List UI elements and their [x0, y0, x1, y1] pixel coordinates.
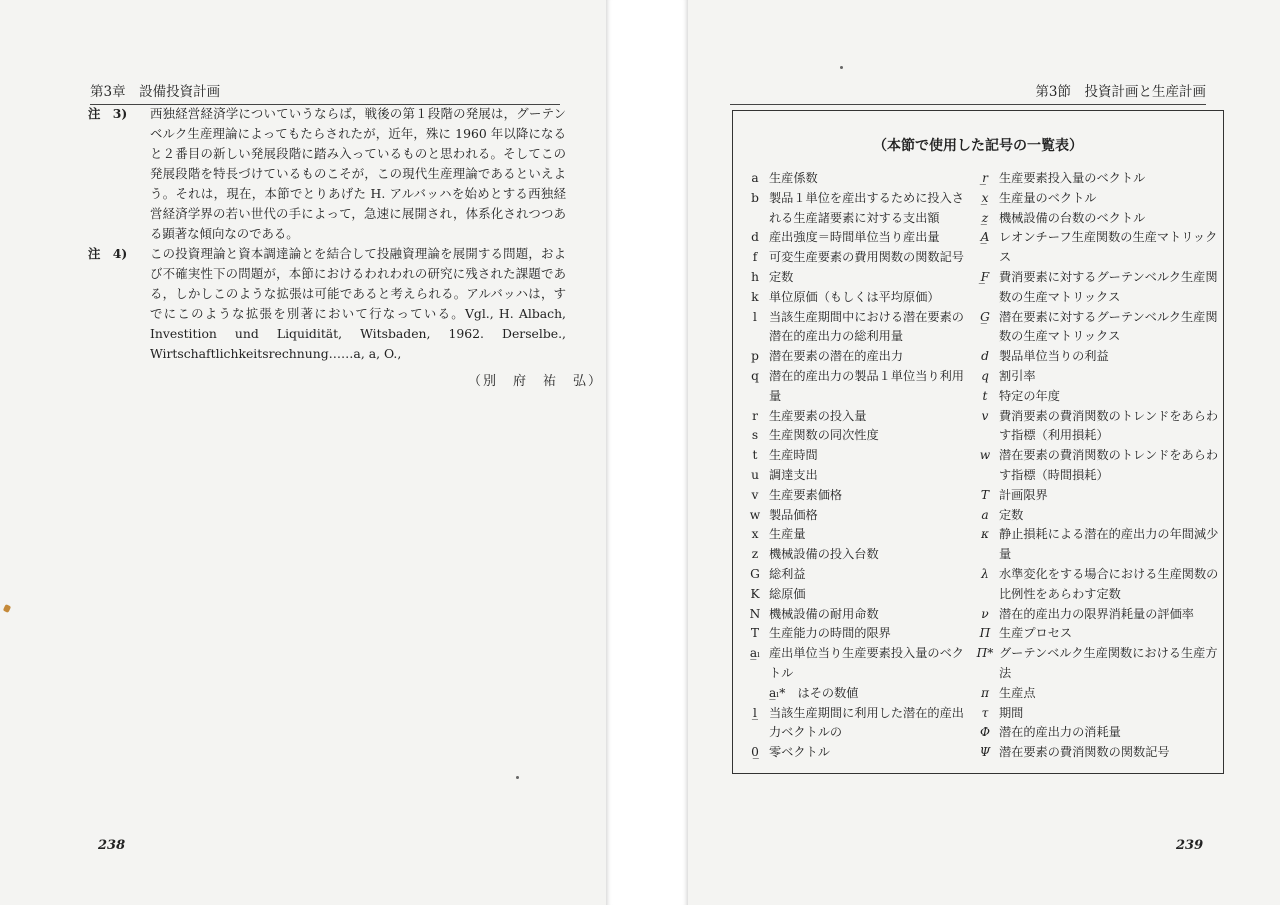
symbol-description: 生産量: [769, 527, 806, 542]
symbol-description: 生産要素投入量のベクトル: [999, 171, 1146, 185]
symbol: x: [751, 527, 759, 542]
symbol-entry: [971, 367, 1221, 387]
symbol-description: 費消要素の費消関数のトレンドをあらわす指標（利用損耗）: [999, 408, 1219, 443]
left-page: [0, 0, 606, 905]
symbol-description: a̲ₗ* はその数値: [769, 685, 859, 700]
symbol: A̲: [980, 230, 990, 245]
symbol-description: 潜在要素に対するグーテンベルク生産関数の生産マトリックス: [999, 309, 1218, 344]
symbol-description: 割引率: [999, 368, 1036, 383]
symbol: f: [752, 250, 758, 265]
symbol-entry: [971, 209, 1221, 229]
symbol-description: 調達支出: [769, 467, 818, 482]
footnote-4: [88, 244, 566, 364]
symbol: ν: [981, 606, 989, 621]
symbol-description: 生産能力の時間的限界: [769, 626, 891, 641]
symbol-entry: [741, 525, 969, 545]
symbol: κ: [981, 527, 989, 542]
symbol-entry: [741, 624, 969, 644]
running-head-left: 第3章 設備投資計画: [90, 80, 560, 105]
symbol-entry: [741, 288, 969, 308]
symbol-description: 機械設備の耐用命数: [769, 606, 879, 621]
symbol: x̲: [981, 190, 989, 205]
symbol-entry: [971, 565, 1221, 605]
symbol-entry: [741, 426, 969, 446]
symbol-entry: [971, 624, 1221, 644]
symbol: t: [982, 388, 988, 403]
symbol-description: 単位原価（もしくは平均原価）: [769, 289, 940, 304]
symbol-entry: [971, 704, 1221, 724]
symbol: λ: [981, 566, 989, 581]
symbol-description: 潜在要素の潜在的産出力: [769, 349, 904, 364]
symbol: Π: [979, 626, 991, 641]
symbol-description: 静止損耗による潜在的産出力の年間減少量: [999, 527, 1219, 562]
symbol-description: 機械設備の台数のベクトル: [999, 210, 1146, 225]
symbol-entry: [741, 367, 969, 407]
symbol-description: 生産プロセス: [999, 626, 1073, 641]
symbol: v: [751, 487, 759, 502]
symbol: 0̲: [751, 745, 759, 760]
symbol-description: グーテンベルク生産関数における生産方法: [999, 646, 1218, 680]
symbol-description: 潜在的産出力の製品１単位当り利用量: [769, 368, 964, 403]
symbol-entry: [971, 407, 1221, 447]
symbol-entry: [971, 525, 1221, 565]
symbol-entry: [971, 723, 1221, 743]
symbol: d: [751, 230, 759, 245]
symbol: N: [749, 606, 761, 621]
symbol: s: [751, 428, 759, 443]
symbol-description: 当該生産期間中における潜在要素の潜在的産出力の総利用量: [769, 309, 964, 344]
symbol-description: 総利益: [769, 566, 806, 581]
symbol-description: 生産時間: [769, 448, 818, 463]
symbol-description: 計画限界: [999, 487, 1048, 502]
symbol-description: レオンチーフ生産関数の生産マトリックス: [999, 230, 1218, 265]
symbol-description: 定数: [769, 269, 794, 284]
symbol: r̲: [982, 171, 988, 185]
symbol-description: 潜在的産出力の限界消耗量の評価率: [999, 606, 1194, 621]
symbol-entry: [741, 407, 969, 427]
symbol: p: [751, 349, 759, 364]
footnote-label: 注 3): [88, 106, 128, 121]
symbol-description: 潜在要素の費消関数のトレンドをあらわす指標（時間損耗）: [999, 448, 1219, 482]
symbol-entry: [741, 466, 969, 486]
symbol-description: 産出強度＝時間単位当り産出量: [769, 230, 940, 245]
symbol-entry: [741, 347, 969, 367]
symbol-description: 水準変化をする場合における生産関数の比例性をあらわす定数: [999, 566, 1219, 601]
symbol-entry: [971, 268, 1221, 308]
symbol: l: [753, 309, 757, 324]
symbol-description: 製品単位当りの利益: [999, 349, 1109, 364]
symbol-entry: [741, 585, 969, 605]
page-number-right: 239: [1176, 838, 1204, 853]
symbol-description: 生産要素の投入量: [769, 408, 867, 423]
symbol-entry: [741, 268, 969, 288]
symbol-column-left: [741, 169, 969, 763]
symbol-description: 特定の年度: [999, 388, 1060, 403]
symbol-description: 零ベクトル: [769, 745, 830, 760]
symbol-description: 潜在要素の費消関数の関数記号: [999, 745, 1170, 760]
symbol-entry: [971, 446, 1221, 486]
symbol: Π*: [976, 646, 994, 661]
symbol-description: 製品１単位を産出するために投入される生産諸要素に対する支出額: [769, 190, 964, 225]
symbol: z̲: [981, 210, 989, 225]
symbol-entry: [971, 189, 1221, 209]
symbol-entry: [971, 347, 1221, 367]
symbol-description: 潜在的産出力の消耗量: [999, 725, 1121, 740]
symbol: Φ: [980, 725, 990, 740]
symbol-entry: [741, 248, 969, 268]
symbol: F̲: [980, 269, 990, 284]
symbol-entry: [971, 506, 1221, 526]
symbol: w: [749, 507, 761, 522]
symbol-entry: [741, 169, 969, 189]
symbol-entry: [971, 308, 1221, 348]
symbol-description: 製品価格: [769, 507, 818, 522]
symbol: T: [750, 626, 760, 641]
symbol: T: [980, 487, 990, 502]
symbol: G: [750, 566, 760, 581]
symbol-entry: [971, 169, 1221, 189]
symbol-description: 生産係数: [769, 171, 818, 185]
symbol: q: [981, 368, 989, 383]
symbol-description: 機械設備の投入台数: [769, 547, 879, 562]
symbol-description: 産出単位当り生産要素投入量のベクトル: [769, 646, 964, 680]
symbol-description: 生産量のベクトル: [999, 190, 1097, 205]
symbol-description: 総原価: [769, 586, 806, 601]
page-edge-mark: [3, 604, 11, 613]
symbol: a̲ₗ: [749, 646, 761, 661]
symbol: b: [751, 190, 759, 205]
symbol-entry: [741, 486, 969, 506]
symbol: a: [751, 171, 759, 185]
footnote-text: 西独経営経済学についていうならば，戦後の第１段階の発展は，グーテンベルク生産理論によってもたらされたが，近年，殊に 1960 年以降になると２番目の新しい発展段階に踏み入っているものと思われる。そしてこの発展段階を特長づけているものこそが，この現代生産理論であるといえよう。それは，現在，本節でとりあげた H. アルバッハを始めとする西独経営経済学界の若い世代の手によって，急速に展開され，体系化されつつある顕著な傾向なのである。: [150, 106, 566, 241]
symbol-table: [732, 110, 1224, 774]
symbol: Ψ: [979, 745, 991, 760]
symbol-description: 生産点: [999, 685, 1036, 700]
symbol: k: [751, 289, 759, 304]
symbol-entry: [971, 743, 1221, 763]
symbol-description: 当該生産期間に利用した潜在的産出力ベクトルの: [769, 705, 964, 740]
symbol-entry: [741, 565, 969, 585]
symbol: w: [979, 448, 991, 463]
symbol: h: [751, 269, 759, 284]
symbol: v: [981, 408, 989, 423]
book-gutter: [606, 0, 688, 905]
symbol-description: 定数: [999, 507, 1024, 522]
symbol: [741, 684, 769, 704]
symbol-entry: [741, 506, 969, 526]
symbol-entry: [971, 605, 1221, 625]
symbol: z: [751, 547, 759, 562]
symbol-description: 生産要素価格: [769, 487, 843, 502]
symbol-entry: [971, 684, 1221, 704]
symbol-entry: [741, 308, 969, 348]
symbol-entry: [741, 446, 969, 466]
symbol-description: 生産関数の同次性度: [769, 428, 879, 443]
symbol-entry: [741, 644, 969, 684]
symbol-entry: [971, 228, 1221, 268]
symbol: τ: [981, 705, 989, 720]
symbol-entry: [741, 605, 969, 625]
scan-speck: [840, 66, 843, 69]
symbol: r: [752, 408, 758, 423]
running-head-right: 第3節 投資計画と生産計画: [730, 80, 1206, 105]
symbol: l̲: [753, 705, 757, 720]
table-title: （本節で使用した記号の一覧表）: [873, 138, 1083, 154]
page-number-left: 238: [98, 838, 126, 853]
footnote-3: [88, 104, 566, 244]
right-page: [688, 0, 1280, 905]
symbol: π: [980, 685, 989, 700]
symbol: G̲: [980, 309, 990, 324]
symbol: d: [981, 349, 989, 364]
symbol: u: [751, 467, 759, 482]
symbol-entry: [741, 743, 969, 763]
symbol-description: 費消要素に対するグーテンベルク生産関数の生産マトリックス: [999, 269, 1218, 304]
symbol-entry: [741, 684, 969, 704]
symbol-entry: [741, 545, 969, 565]
author-signature: （別 府 祐 弘）: [468, 374, 604, 389]
symbol-description: 可変生産要素の費用関数の関数記号: [769, 250, 964, 265]
symbol: t: [752, 448, 758, 463]
symbol-entry: [971, 387, 1221, 407]
scan-speck: [516, 776, 519, 779]
symbol-entry: [741, 704, 969, 744]
symbol-entry: [971, 644, 1221, 684]
symbol-entry: [971, 486, 1221, 506]
symbol-description: 期間: [999, 705, 1024, 720]
symbol: K: [750, 586, 760, 601]
symbol-column-right: [971, 169, 1221, 763]
symbol-entry: [741, 228, 969, 248]
footnote-text: この投資理論と資本調達論とを結合して投融資理論を展開する問題，および不確実性下の問題が，本節におけるわれわれの研究に残された課題である，しかしこのような拡張は可能であると考えられる。アルバッハは，すでにこのような拡張を別著において行なっている。Vgl., H. Albach, Investition und Liquidität, Witsbaden, 1962. Derselbe., Wirtschaftlichkeitsrechnung……a, a, O.,: [150, 246, 566, 361]
footnote-label: 注 4): [88, 246, 128, 261]
symbol: q: [751, 368, 759, 383]
symbol-entry: [741, 189, 969, 229]
symbol: a: [981, 507, 989, 522]
